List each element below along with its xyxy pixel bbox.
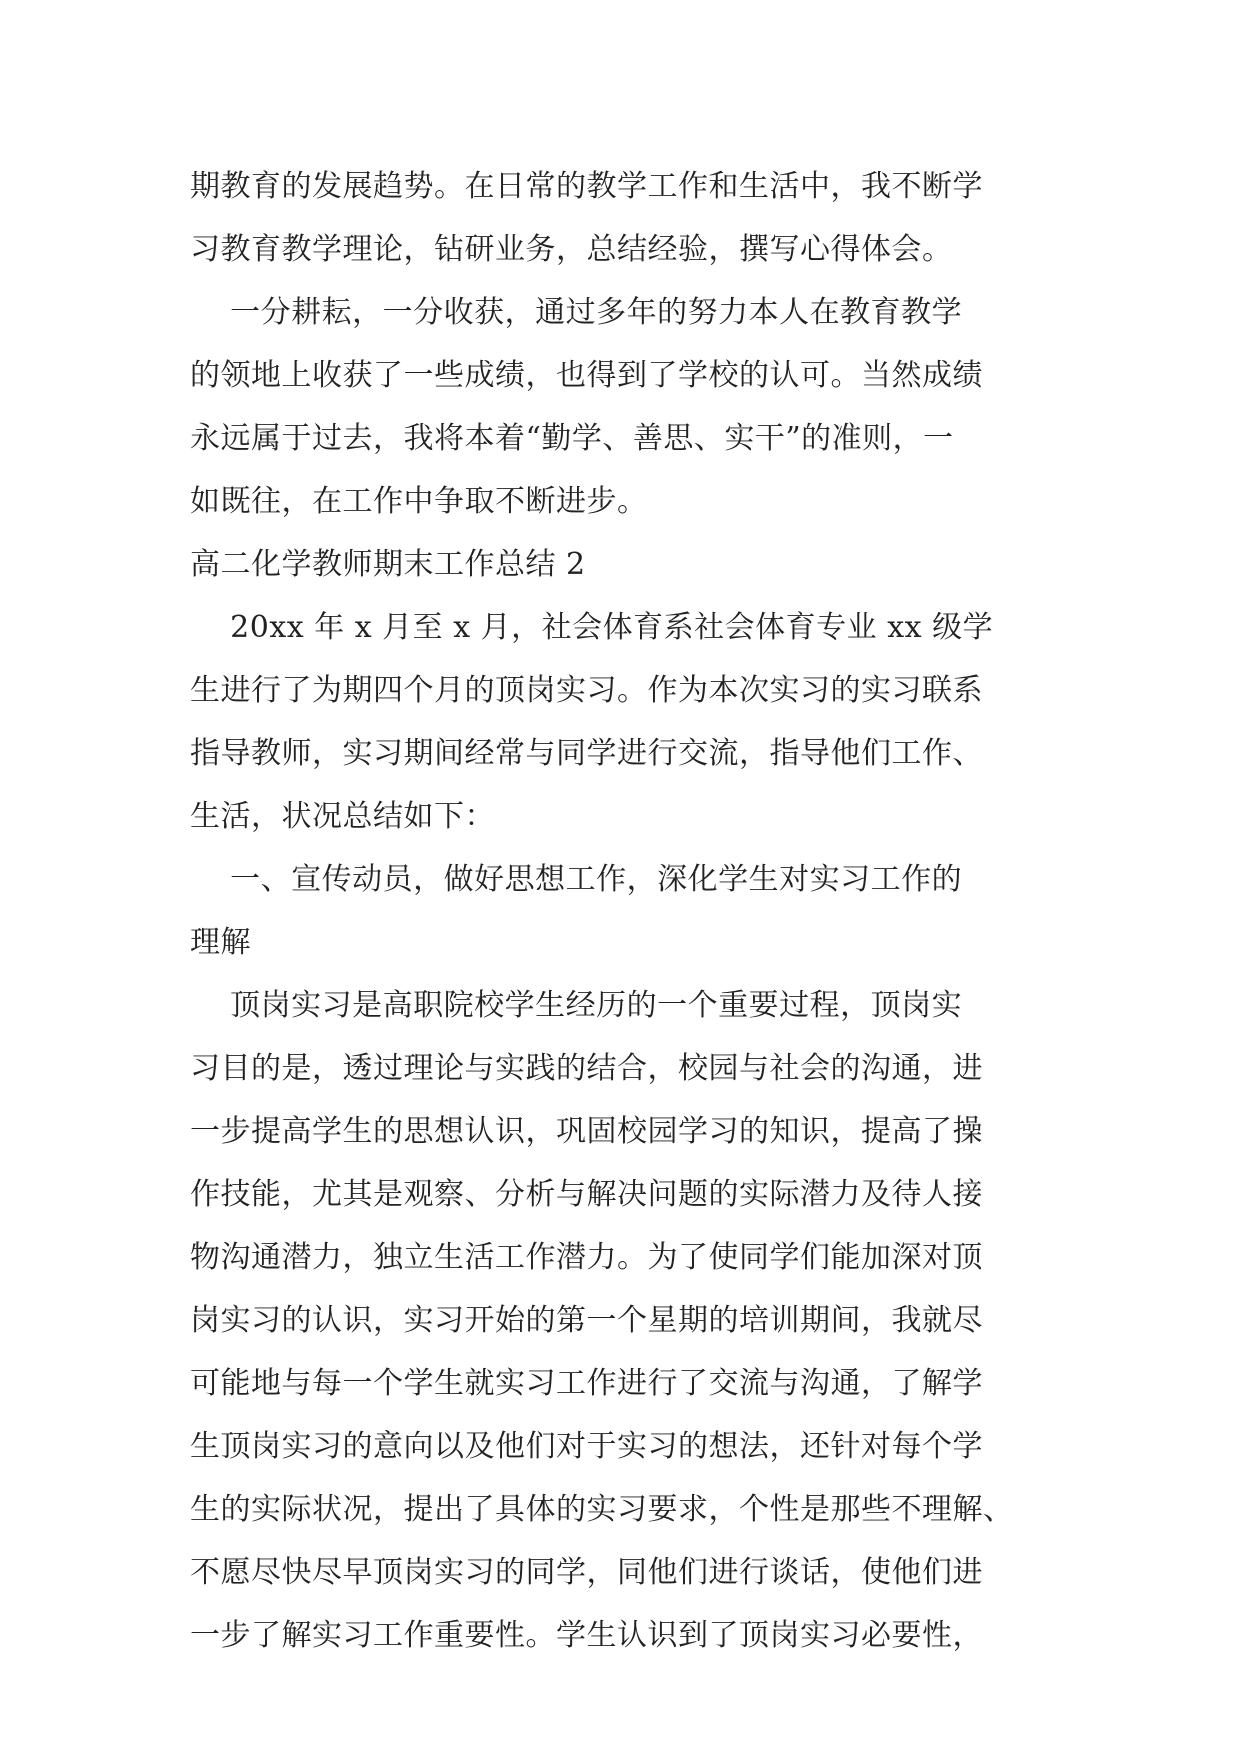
- text-line: 一、宣传动员，做好思想工作，深化学生对实习工作的: [190, 862, 963, 897]
- text-line: 生顶岗实习的意向以及他们对于实习的想法，还针对每个学: [190, 1429, 983, 1464]
- text-line: 可能地与每一个学生就实习工作进行了交流与沟通，了解学: [190, 1366, 983, 1401]
- text-line: 20xx 年 x 月至 x 月，社会体育系社会体育专业 xx 级学: [190, 610, 994, 645]
- text-line: 岗实习的认识，实习开始的第一个星期的培训期间，我就尽: [190, 1303, 983, 1338]
- text-line: 不愿尽快尽早顶岗实习的同学，同他们进行谈话，使他们进: [190, 1555, 983, 1590]
- text-line: 如既往，在工作中争取不断进步。: [190, 484, 648, 519]
- text-line: 生的实际状况，提出了具体的实习要求，个性是那些不理解、: [190, 1492, 1014, 1527]
- text-line: 生活，状况总结如下：: [190, 799, 495, 834]
- text-line: 的领地上收获了一些成绩，也得到了学校的认可。当然成绩: [190, 358, 983, 393]
- text-line: 期教育的发展趋势。在日常的教学工作和生活中，我不断学: [190, 169, 983, 204]
- text-line: 作技能，尤其是观察、分析与解决问题的实际潜力及待人接: [190, 1177, 983, 1212]
- text-line: 习目的是，透过理论与实践的结合，校园与社会的沟通，进: [190, 1051, 983, 1086]
- text-line: 生进行了为期四个月的顶岗实习。作为本次实习的实习联系: [190, 673, 983, 708]
- text-line: 一步了解实习工作重要性。学生认识到了顶岗实习必要性，: [190, 1618, 983, 1653]
- text-line: 指导教师，实习期间经常与同学进行交流，指导他们工作、: [190, 736, 983, 771]
- text-line: 一步提高学生的思想认识，巩固校园学习的知识，提高了操: [190, 1114, 983, 1149]
- text-line: 永远属于过去，我将本着“勤学、善思、实干”的准则，一: [190, 421, 954, 456]
- text-line: 物沟通潜力，独立生活工作潜力。为了使同学们能加深对顶: [190, 1240, 983, 1275]
- section-heading: 高二化学教师期末工作总结 2: [190, 547, 586, 582]
- text-line: 理解: [190, 925, 251, 960]
- document-body: [190, 155, 1070, 1667]
- text-line: 习教育教学理论，钻研业务，总结经验，撰写心得体会。: [190, 232, 953, 267]
- text-line: 顶岗实习是高职院校学生经历的一个重要过程，顶岗实: [190, 988, 963, 1023]
- text-line: 一分耕耘，一分收获，通过多年的努力本人在教育教学: [190, 295, 963, 330]
